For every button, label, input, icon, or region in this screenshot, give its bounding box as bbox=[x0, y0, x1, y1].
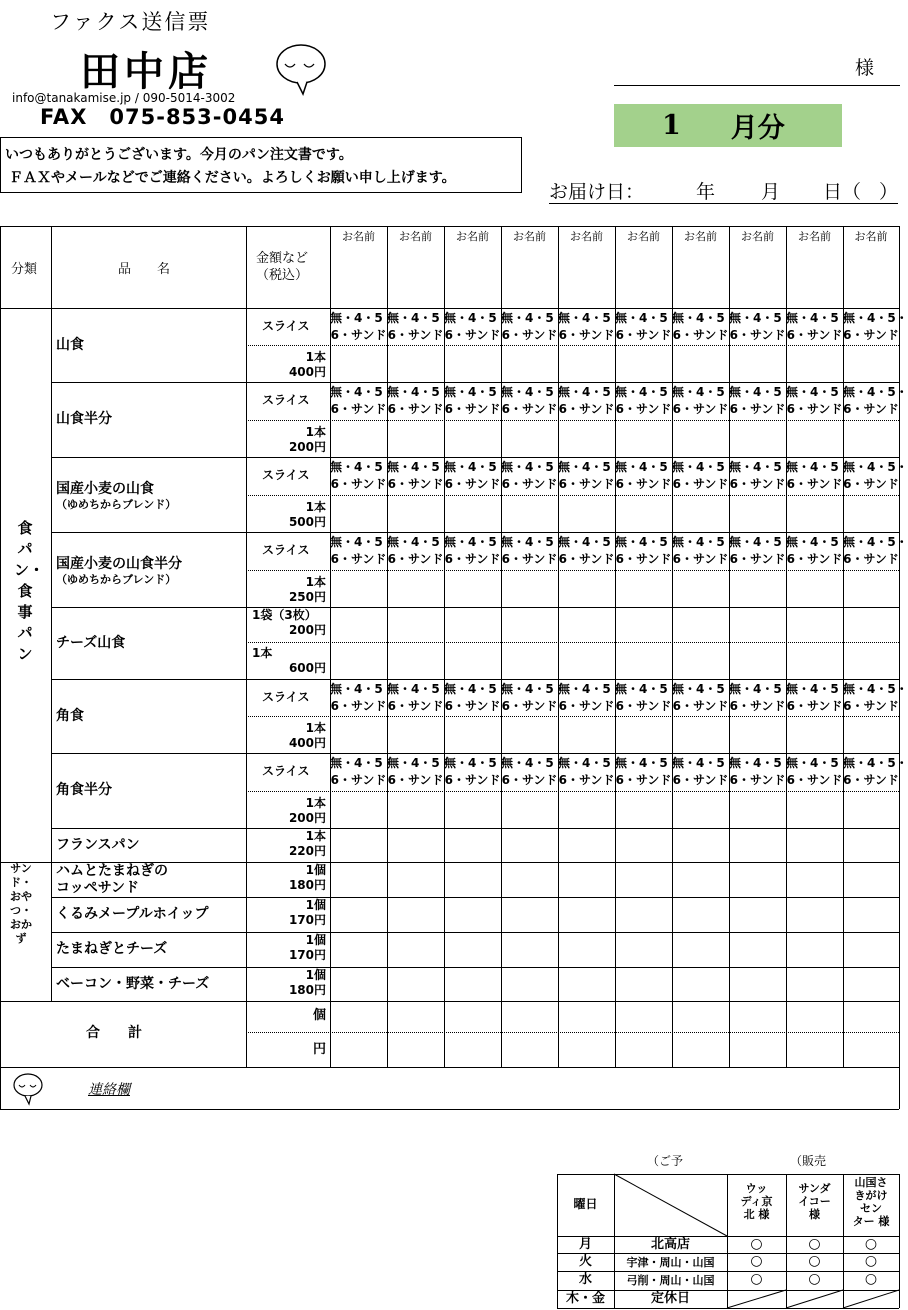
smiley-face-icon bbox=[12, 1072, 46, 1106]
slice-option[interactable]: 無・4・5・ bbox=[387, 460, 452, 474]
schedule-mark: ○ bbox=[750, 1271, 763, 1287]
total-label: 合 計 bbox=[86, 1025, 142, 1041]
grid-line bbox=[246, 1032, 899, 1033]
slice-option[interactable]: 無・4・5・ bbox=[843, 682, 908, 696]
slice-option[interactable]: 6・サンド bbox=[786, 552, 843, 566]
slice-option[interactable]: 無・4・5・ bbox=[387, 756, 452, 770]
grid-line bbox=[51, 897, 899, 898]
message-line: いつもありがとうございます。今月のパン注文書です。 bbox=[5, 147, 353, 163]
slice-option[interactable]: 6・サンド bbox=[786, 402, 843, 416]
schedule-store-header: サンダ イコー 様 bbox=[798, 1182, 831, 1221]
slice-option[interactable]: 無・4・5・ bbox=[558, 756, 623, 770]
product-name: 山食半分 bbox=[56, 411, 112, 427]
slice-option[interactable]: 6・サンド bbox=[672, 402, 729, 416]
schedule-place: 弓削・周山・山国 bbox=[626, 1274, 715, 1287]
fax-label: FAX bbox=[40, 105, 88, 129]
price-yen: 200円 bbox=[288, 811, 326, 825]
grid-line bbox=[387, 226, 388, 1067]
grid-line bbox=[51, 932, 899, 933]
schedule-store-header: ウッ ディ京 北 様 bbox=[740, 1182, 773, 1221]
grid-line bbox=[615, 226, 616, 1067]
slice-option[interactable]: 6・サンド bbox=[843, 552, 899, 566]
slice-option[interactable]: 6・サンド bbox=[330, 773, 387, 787]
slice-option[interactable]: 無・4・5・ bbox=[786, 756, 851, 770]
price-yen: 180円 bbox=[288, 983, 326, 997]
product-subtitle: （ゆめちからブレンド） bbox=[56, 497, 177, 511]
grid-line bbox=[729, 226, 730, 1067]
grid-line bbox=[51, 828, 899, 829]
slice-option[interactable]: 無・4・5・ bbox=[615, 311, 680, 325]
slice-option[interactable]: 6・サンド bbox=[843, 402, 899, 416]
slice-label: スライス bbox=[262, 543, 310, 557]
slice-option[interactable]: 無・4・5・ bbox=[330, 460, 395, 474]
slice-option[interactable]: 6・サンド bbox=[558, 477, 615, 491]
slice-option[interactable]: 6・サンド bbox=[501, 773, 558, 787]
delivery-month: 月 bbox=[761, 181, 781, 203]
product-subtitle: （ゆめちからブレンド） bbox=[56, 572, 177, 586]
slice-option[interactable]: 6・サンド bbox=[444, 552, 501, 566]
price-yen: 170円 bbox=[288, 948, 326, 962]
slice-option[interactable]: 無・4・5・ bbox=[387, 385, 452, 399]
grid-line bbox=[0, 862, 51, 863]
message-box bbox=[0, 137, 522, 193]
slice-option[interactable]: 6・サンド bbox=[615, 477, 672, 491]
slice-option[interactable]: 6・サンド bbox=[330, 699, 387, 713]
delivery-close: ） bbox=[879, 181, 899, 203]
slice-option[interactable]: 6・サンド bbox=[501, 699, 558, 713]
slice-option[interactable]: 6・サンド bbox=[558, 699, 615, 713]
slice-option[interactable]: 6・サンド bbox=[843, 773, 899, 787]
slice-option[interactable]: 6・サンド bbox=[672, 773, 729, 787]
schedule-note-right: （販売 bbox=[790, 1154, 827, 1168]
slice-option[interactable]: 6・サンド bbox=[387, 477, 444, 491]
grid-line bbox=[246, 226, 247, 1067]
recipient-suffix: 様 bbox=[855, 57, 875, 79]
slice-option[interactable]: 6・サンド bbox=[615, 773, 672, 787]
slice-option[interactable]: 6・サンド bbox=[786, 477, 843, 491]
slice-option[interactable]: 無・4・5・ bbox=[729, 460, 794, 474]
grid-line bbox=[246, 791, 899, 792]
schedule-mark: ○ bbox=[864, 1271, 878, 1287]
price-yen: 200円 bbox=[288, 623, 326, 637]
slice-option[interactable]: 6・サンド bbox=[615, 552, 672, 566]
slice-option[interactable]: 無・4・5・ bbox=[843, 756, 908, 770]
slice-option[interactable]: 無・4・5・ bbox=[843, 460, 908, 474]
slice-option[interactable]: 無・4・5・ bbox=[558, 535, 623, 549]
customer-name-header[interactable]: お名前 bbox=[399, 230, 432, 243]
grid-line bbox=[444, 226, 445, 1067]
slice-option[interactable]: 無・4・5・ bbox=[615, 460, 680, 474]
product-name: 山食 bbox=[56, 336, 84, 353]
price-yen: 180円 bbox=[288, 878, 326, 892]
customer-name-header[interactable]: お名前 bbox=[570, 230, 603, 243]
slice-option[interactable]: 無・4・5・ bbox=[786, 460, 851, 474]
price-yen: 600円 bbox=[288, 661, 326, 675]
customer-name-header[interactable]: お名前 bbox=[741, 230, 774, 243]
slice-option[interactable]: 無・4・5・ bbox=[672, 460, 737, 474]
slice-option[interactable]: 6・サンド bbox=[330, 552, 387, 566]
slice-option[interactable]: 6・サンド bbox=[786, 328, 843, 342]
contact-info: info@tanakamise.jp / 090-5014-3002 bbox=[12, 91, 236, 105]
slice-option[interactable]: 6・サンド bbox=[444, 328, 501, 342]
slice-option[interactable]: 6・サンド bbox=[786, 699, 843, 713]
grid-line bbox=[786, 226, 787, 1067]
schedule-mark: ○ bbox=[808, 1253, 821, 1269]
price-qty: 1本 bbox=[305, 425, 326, 439]
month-suffix: 月分 bbox=[730, 113, 785, 144]
product-name: たまねぎとチーズ bbox=[56, 941, 168, 957]
slice-option[interactable]: 無・4・5・ bbox=[843, 535, 908, 549]
customer-name-header[interactable]: お名前 bbox=[456, 230, 489, 243]
slice-option[interactable]: 無・4・5・ bbox=[501, 535, 566, 549]
closed-slash bbox=[786, 1290, 843, 1308]
schedule-mark: ○ bbox=[864, 1253, 878, 1269]
customer-name-header[interactable]: お名前 bbox=[798, 230, 831, 243]
delivery-year: 年 bbox=[696, 181, 716, 203]
slice-label: スライス bbox=[262, 393, 310, 407]
slice-label: スライス bbox=[262, 690, 310, 704]
price-qty: 1本 bbox=[305, 796, 326, 810]
delivery-date-field[interactable] bbox=[549, 177, 898, 204]
product-name: ハムとたまねぎの コッペサンド bbox=[56, 862, 168, 896]
document-title: ファクス送信票 bbox=[50, 10, 211, 34]
slice-option[interactable]: 無・4・5・ bbox=[330, 311, 395, 325]
message-line: ＦＡＸやメールなどでご連絡ください。よろしくお願い申し上げます。 bbox=[9, 170, 456, 186]
slice-option[interactable]: 6・サンド bbox=[444, 699, 501, 713]
price-qty: 1本 bbox=[252, 646, 273, 660]
schedule-note-left: （ご予 bbox=[647, 1154, 684, 1168]
price-qty: 1個 bbox=[305, 968, 326, 982]
schedule-mark: ○ bbox=[808, 1271, 821, 1287]
fax-line bbox=[40, 105, 285, 129]
slice-option[interactable]: 無・4・5・ bbox=[786, 385, 851, 399]
slice-option[interactable]: 無・4・5・ bbox=[501, 756, 566, 770]
slice-option[interactable]: 6・サンド bbox=[330, 402, 387, 416]
slice-option[interactable]: 無・4・5・ bbox=[672, 311, 737, 325]
product-name: くるみメープルホイップ bbox=[56, 906, 209, 922]
grid-line bbox=[51, 226, 52, 1001]
recipient-line bbox=[614, 85, 900, 86]
product-name: チーズ山食 bbox=[56, 634, 126, 651]
slice-option[interactable]: 無・4・5・ bbox=[615, 756, 680, 770]
slice-option[interactable]: 6・サンド bbox=[558, 552, 615, 566]
slice-label: スライス bbox=[262, 319, 310, 333]
slice-option[interactable]: 6・サンド bbox=[558, 328, 615, 342]
slice-option[interactable]: 無・4・5・ bbox=[729, 756, 794, 770]
price-yen: 250円 bbox=[288, 590, 326, 604]
slice-option[interactable]: 無・4・5・ bbox=[330, 535, 395, 549]
slice-option[interactable]: 無・4・5・ bbox=[558, 460, 623, 474]
slice-option[interactable]: 6・サンド bbox=[843, 477, 899, 491]
slice-option[interactable]: 無・4・5・ bbox=[501, 682, 566, 696]
header-price: 金額など （税込） bbox=[256, 251, 309, 283]
price-qty: 1個 bbox=[305, 933, 326, 947]
price-qty: 1袋（3枚） bbox=[252, 608, 317, 622]
slice-option[interactable]: 6・サンド bbox=[843, 699, 899, 713]
month-number: 1 bbox=[662, 110, 681, 141]
slice-option[interactable]: 6・サンド bbox=[444, 402, 501, 416]
total-unit-yen: 円 bbox=[312, 1042, 326, 1057]
price-yen: 400円 bbox=[288, 736, 326, 750]
price-qty: 1本 bbox=[305, 350, 326, 364]
slice-option[interactable]: 6・サンド bbox=[615, 699, 672, 713]
price-qty: 1本 bbox=[305, 500, 326, 514]
grid-line bbox=[51, 967, 899, 968]
schedule-place: 定休日 bbox=[650, 1291, 690, 1306]
slice-option[interactable]: 6・サンド bbox=[729, 699, 786, 713]
month-banner bbox=[614, 104, 842, 147]
slice-option[interactable]: 6・サンド bbox=[330, 328, 387, 342]
slice-option[interactable]: 無・4・5・ bbox=[558, 311, 623, 325]
product-name: フランスパン bbox=[56, 836, 140, 853]
price-yen: 200円 bbox=[288, 440, 326, 454]
slice-option[interactable]: 6・サンド bbox=[615, 402, 672, 416]
schedule-day: 月 bbox=[578, 1237, 592, 1252]
slice-option[interactable]: 無・4・5・ bbox=[786, 311, 851, 325]
slice-option[interactable]: 無・4・5・ bbox=[843, 311, 908, 325]
grid-line bbox=[246, 420, 899, 421]
price-qty: 1本 bbox=[305, 575, 326, 589]
slice-option[interactable]: 無・4・5・ bbox=[387, 682, 452, 696]
price-qty: 1本 bbox=[305, 829, 326, 843]
price-yen: 170円 bbox=[288, 913, 326, 927]
slice-label: スライス bbox=[262, 764, 310, 778]
grid-line bbox=[246, 495, 899, 496]
slice-option[interactable]: 無・4・5・ bbox=[501, 460, 566, 474]
slice-option[interactable]: 6・サンド bbox=[501, 552, 558, 566]
slice-option[interactable]: 無・4・5・ bbox=[330, 385, 395, 399]
grid-line bbox=[843, 226, 844, 1067]
price-yen: 220円 bbox=[288, 844, 326, 858]
price-yen: 500円 bbox=[288, 515, 326, 529]
slice-option[interactable]: 無・4・5・ bbox=[444, 311, 509, 325]
grid-line bbox=[246, 570, 899, 571]
slice-option[interactable]: 6・サンド bbox=[672, 477, 729, 491]
slice-option[interactable]: 無・4・5・ bbox=[786, 682, 851, 696]
total-unit-count: 個 bbox=[312, 1008, 326, 1023]
product-name: ベーコン・野菜・チーズ bbox=[56, 975, 210, 992]
slice-option[interactable]: 無・4・5・ bbox=[387, 535, 452, 549]
grid-line bbox=[501, 226, 502, 1067]
grid-line bbox=[0, 1109, 899, 1110]
slice-option[interactable]: 無・4・5・ bbox=[729, 385, 794, 399]
slice-option[interactable]: 6・サンド bbox=[387, 699, 444, 713]
grid-line bbox=[0, 226, 1, 1109]
slice-option[interactable]: 無・4・5・ bbox=[558, 682, 623, 696]
slice-option[interactable]: 6・サンド bbox=[387, 773, 444, 787]
shop-name: 田中店 bbox=[80, 49, 212, 95]
grid-line bbox=[0, 1067, 899, 1068]
slice-option[interactable]: 6・サンド bbox=[558, 402, 615, 416]
slice-option[interactable]: 6・サンド bbox=[387, 552, 444, 566]
grid-line bbox=[899, 226, 900, 1067]
grid-line bbox=[246, 345, 899, 346]
grid-line bbox=[51, 862, 899, 863]
slice-option[interactable]: 無・4・5・ bbox=[387, 311, 452, 325]
slice-option[interactable]: 6・サンド bbox=[387, 328, 444, 342]
slice-option[interactable]: 無・4・5・ bbox=[615, 535, 680, 549]
slice-option[interactable]: 無・4・5・ bbox=[615, 682, 680, 696]
slice-option[interactable]: 無・4・5・ bbox=[672, 385, 737, 399]
customer-name-header[interactable]: お名前 bbox=[684, 230, 717, 243]
slice-option[interactable]: 6・サンド bbox=[729, 552, 786, 566]
price-qty: 1個 bbox=[305, 898, 326, 912]
grid-line bbox=[672, 226, 673, 1067]
slice-option[interactable]: 無・4・5・ bbox=[558, 385, 623, 399]
closed-slash bbox=[727, 1290, 786, 1308]
header-category: 分類 bbox=[11, 262, 38, 277]
slice-option[interactable]: 無・4・5・ bbox=[501, 385, 566, 399]
product-name: 角食 bbox=[56, 707, 84, 724]
slice-option[interactable]: 6・サンド bbox=[729, 477, 786, 491]
grid-line bbox=[899, 1174, 900, 1308]
product-name: 角食半分 bbox=[56, 782, 112, 798]
header-product: 品 名 bbox=[118, 262, 171, 277]
slice-option[interactable]: 無・4・5・ bbox=[501, 311, 566, 325]
product-name: 国産小麦の山食 （ゆめちからブレンド） bbox=[56, 480, 177, 511]
slice-option[interactable]: 6・サンド bbox=[387, 402, 444, 416]
slice-option[interactable]: 6・サンド bbox=[729, 773, 786, 787]
closed-slash bbox=[843, 1290, 899, 1308]
slice-option[interactable]: 6・サンド bbox=[729, 328, 786, 342]
grid-line bbox=[557, 1174, 899, 1175]
slice-option[interactable]: 6・サンド bbox=[330, 477, 387, 491]
slice-option[interactable]: 無・4・5・ bbox=[444, 756, 509, 770]
slice-option[interactable]: 6・サンド bbox=[672, 552, 729, 566]
slice-label: スライス bbox=[262, 468, 310, 482]
grid-line bbox=[330, 226, 331, 1067]
schedule-place: 宇津・周山・山国 bbox=[626, 1256, 715, 1269]
slice-option[interactable]: 6・サンド bbox=[501, 402, 558, 416]
slice-option[interactable]: 6・サンド bbox=[786, 773, 843, 787]
slice-option[interactable]: 無・4・5・ bbox=[615, 385, 680, 399]
slice-option[interactable]: 6・サンド bbox=[501, 477, 558, 491]
slice-option[interactable]: 無・4・5・ bbox=[672, 682, 737, 696]
slice-option[interactable]: 6・サンド bbox=[729, 402, 786, 416]
slice-option[interactable]: 無・4・5・ bbox=[729, 682, 794, 696]
grid-line bbox=[246, 716, 899, 717]
slice-option[interactable]: 6・サンド bbox=[444, 773, 501, 787]
category-bread: 食パン・食事パン bbox=[14, 519, 45, 663]
slice-option[interactable]: 無・4・5・ bbox=[843, 385, 908, 399]
grid-line bbox=[558, 226, 559, 1067]
fax-number: 075-853-0454 bbox=[109, 105, 285, 129]
slice-option[interactable]: 6・サンド bbox=[501, 328, 558, 342]
slice-option[interactable]: 6・サンド bbox=[558, 773, 615, 787]
customer-name-header[interactable]: お名前 bbox=[854, 230, 888, 243]
diagonal-divider bbox=[614, 1174, 727, 1236]
grid-line bbox=[0, 1001, 246, 1002]
schedule-day: 火 bbox=[578, 1254, 592, 1269]
slice-option[interactable]: 6・サンド bbox=[672, 328, 729, 342]
slice-option[interactable]: 6・サンド bbox=[843, 328, 899, 342]
slice-option[interactable]: 無・4・5・ bbox=[444, 535, 509, 549]
schedule-mark: ○ bbox=[808, 1236, 821, 1252]
schedule-mark: ○ bbox=[864, 1236, 878, 1252]
schedule-day: 水 bbox=[578, 1272, 592, 1287]
slice-option[interactable]: 無・4・5・ bbox=[672, 756, 737, 770]
grid-line bbox=[246, 642, 899, 643]
customer-name-header[interactable]: お名前 bbox=[627, 230, 660, 243]
delivery-day: 日（ bbox=[823, 181, 862, 203]
delivery-label: お届け日： bbox=[549, 181, 645, 203]
schedule-day: 木・金 bbox=[565, 1291, 605, 1306]
price-qty: 1本 bbox=[305, 721, 326, 735]
smiley-face-icon bbox=[273, 42, 333, 98]
slice-option[interactable]: 6・サンド bbox=[672, 699, 729, 713]
customer-name-header[interactable]: お名前 bbox=[513, 230, 546, 243]
slice-option[interactable]: 無・4・5・ bbox=[729, 535, 794, 549]
schedule-store-header: 山国さ きがけ セン ター 様 bbox=[852, 1176, 890, 1228]
slice-option[interactable]: 無・4・5・ bbox=[444, 385, 509, 399]
product-name: 国産小麦の山食半分 （ゆめちからブレンド） bbox=[56, 555, 182, 586]
schedule-day-header: 曜日 bbox=[573, 1197, 598, 1211]
customer-name-header[interactable]: お名前 bbox=[342, 230, 375, 243]
price-yen: 400円 bbox=[288, 365, 326, 379]
slice-option[interactable]: 無・4・5・ bbox=[672, 535, 737, 549]
slice-option[interactable]: 無・4・5・ bbox=[444, 460, 509, 474]
slice-option[interactable]: 6・サンド bbox=[444, 477, 501, 491]
slice-option[interactable]: 無・4・5・ bbox=[729, 311, 794, 325]
price-qty: 1個 bbox=[305, 863, 326, 877]
schedule-mark: ○ bbox=[750, 1253, 763, 1269]
slice-option[interactable]: 無・4・5・ bbox=[786, 535, 851, 549]
slice-option[interactable]: 無・4・5・ bbox=[330, 682, 395, 696]
grid-line bbox=[51, 607, 899, 608]
schedule-mark: ○ bbox=[750, 1236, 763, 1252]
slice-option[interactable]: 無・4・5・ bbox=[444, 682, 509, 696]
schedule-place: 北高店 bbox=[650, 1237, 690, 1252]
contact-label[interactable]: 連絡欄 bbox=[88, 1082, 130, 1098]
grid-line bbox=[0, 226, 899, 227]
slice-option[interactable]: 無・4・5・ bbox=[330, 756, 395, 770]
category-snack: サンド・おやつ・おかず bbox=[10, 862, 32, 945]
slice-option[interactable]: 6・サンド bbox=[615, 328, 672, 342]
